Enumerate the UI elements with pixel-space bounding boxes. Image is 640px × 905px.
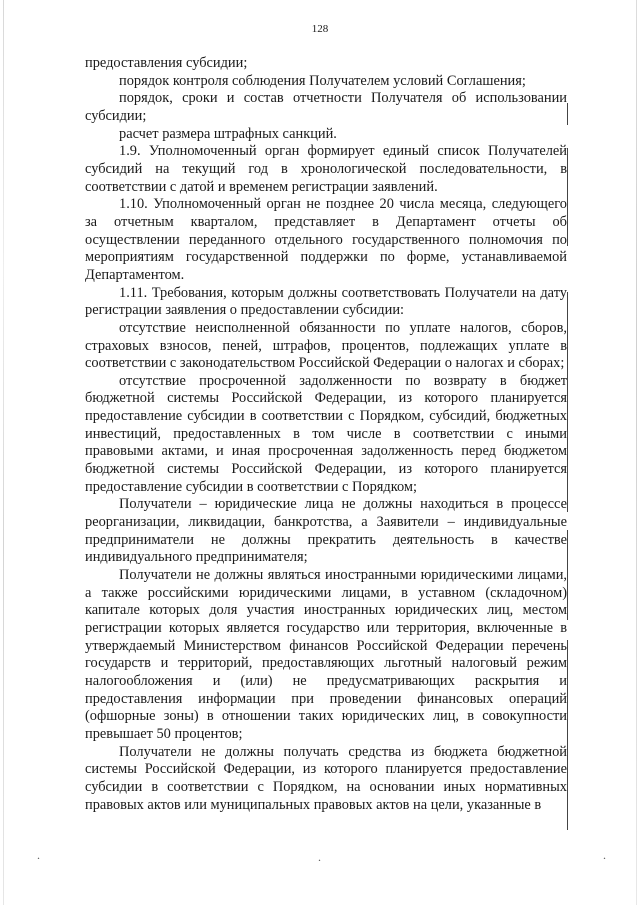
paragraph: порядок контроля соблюдения Получателем условий Соглашения; xyxy=(119,72,526,89)
document-body xyxy=(85,55,567,814)
scan-mark: . xyxy=(37,848,40,862)
paragraph: 1.9. Уполномоченный орган формирует единый список Получателей субсидий на текущий год в хронологической последовательности, в соответствии с датой и временем регистрации заявлений. xyxy=(85,143,567,195)
paragraph: Получатели не должны являться иностранными юридическими лицами, а также российскими юридическими лицами, в уставном (складочном) капитале которых доля участия иностранных юридических лиц, местом регистрации которых является государство или территория, включенные в утверждаемый Министерством финансов Российской Федерации перечень государств и территорий, предоставляющих льготный налоговый режим налогообложения и (или) не предусматривающих раскрытия и предоставления информации при проведении финансовых операций (офшорные зоны) в отношении таких юридических лиц, в совокупности превышает 50 процентов; xyxy=(85,567,567,742)
paragraph: предоставления субсидии; xyxy=(85,55,248,71)
paragraph: порядок, сроки и состав отчетности Получателя об использовании субсидии; xyxy=(85,90,567,124)
right-margin-rule xyxy=(567,103,568,125)
paragraph: 1.11. Требования, которым должны соответствовать Получатели на дату регистрации заявления о предоставлении субсидии: xyxy=(85,284,567,319)
right-margin-rule xyxy=(567,640,568,830)
paragraph: Получатели – юридические лица не должны находиться в процессе реорганизации, ликвидации, банкротства, а Заявители – индивидуальные предприниматели не должны прекратить деятельность в качестве индивидуального предпринимателя; xyxy=(85,496,567,566)
scan-edge-right xyxy=(636,0,637,905)
paragraph: отсутствие неисполненной обязанности по уплате налогов, сборов, страховых взносов, пеней, штрафов, процентов, подлежащих уплате в соответствии с законодательством Российской Федерации о налогах и сборах; xyxy=(85,319,567,372)
right-margin-rule xyxy=(567,148,568,246)
page-number: 128 xyxy=(311,23,329,35)
scan-mark: . xyxy=(318,850,321,864)
paragraph: отсутствие просроченной задолженности по возврату в бюджет бюджетной системы Российской Федерации, из которого планируется предоставление субсидии в соответствии с Порядком, субсидий, бюджетных инвестиций, предоставленных в том числе в соответствии с иными правовыми актами, и иная просроченная задолженность перед бюджетом бюджетной системы Российской Федерации, из которого планируется предоставление субсидии в соответствии с Порядком; xyxy=(85,372,567,495)
paragraph: 1.10. Уполномоченный орган не позднее 20 числа месяца, следующего за отчетным кварталом, представляет в Департамент отчеты об осуществлении переданного отдельного государственного полномочия по мероприятиям государственной поддержки по форме, устанавливаемой Департаментом. xyxy=(85,196,567,283)
paragraph: расчет размера штрафных санкций. xyxy=(119,125,337,142)
scan-mark: . xyxy=(603,848,606,862)
paragraph: Получатели не должны получать средства из бюджета бюджетной системы Российской Федерации, из которого планируется предоставление субсидии в соответствии с Порядком, на основании иных нормативных правовых актов или муниципальных правовых актов на цели, указанные в xyxy=(85,743,567,813)
right-margin-rule xyxy=(567,530,568,620)
scan-edge-left xyxy=(3,0,4,905)
right-margin-rule xyxy=(567,292,568,512)
